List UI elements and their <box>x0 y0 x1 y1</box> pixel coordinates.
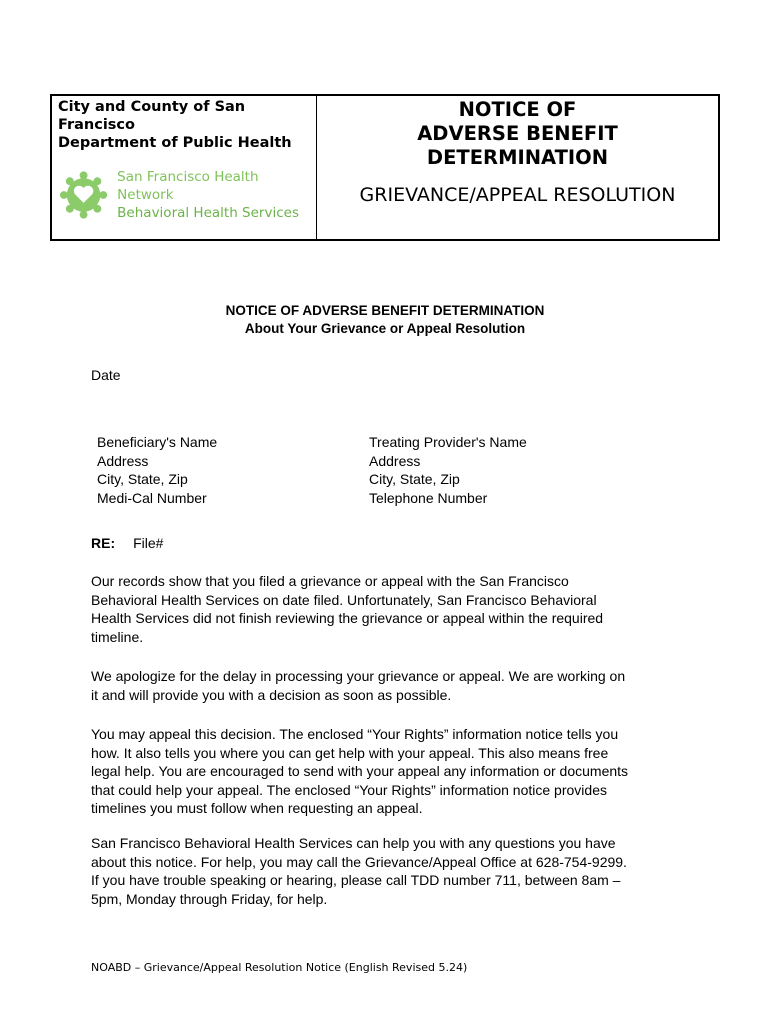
logo-line-1: San Francisco Health Network <box>117 169 259 203</box>
paragraph-line: how. It also tells you where you can get help with your appeal. This also means free <box>91 744 609 761</box>
paragraph-line: Our records show that you filed a grievance or appeal with the San Francisco <box>91 573 569 589</box>
beneficiary-address <box>97 433 217 507</box>
beneficiary-address-line: Address <box>97 452 149 469</box>
title-line-1: NOTICE OF <box>458 98 577 121</box>
paragraph-line: it and will provide you with a decision as soon as possible. <box>91 686 452 703</box>
heading-line-2: About Your Grievance or Appeal Resolution <box>244 321 526 336</box>
beneficiary-city: City, State, Zip <box>97 471 188 487</box>
provider-city: City, State, Zip <box>369 471 460 487</box>
notice-title-block <box>317 96 718 239</box>
re-line <box>91 534 163 553</box>
paragraph-line: legal help. You are encouraged to send with your appeal any information or documents <box>91 763 629 779</box>
header-box <box>50 94 720 241</box>
org-name <box>58 98 316 152</box>
heading-line-1: NOTICE OF ADVERSE BENEFIT DETERMINATION <box>225 303 545 318</box>
org-line-3: Department of Public Health <box>58 135 292 151</box>
org-line-2: Francisco <box>58 117 135 133</box>
title-line-2: ADVERSE BENEFIT <box>417 122 618 145</box>
paragraph-appeal-rights <box>91 725 691 818</box>
provider-name: Treating Provider's Name <box>369 434 527 450</box>
paragraph-line: If you have trouble speaking or hearing, please call TDD number 711, between 8am – <box>91 872 621 888</box>
sfhn-logo <box>58 168 316 222</box>
paragraph-line: We apologize for the delay in processing your grievance or appeal. We are working on <box>91 668 626 684</box>
paragraph-line: Health Services did not finish reviewing the grievance or appeal within the required <box>91 610 604 626</box>
paragraph-line: timelines you must follow when requesting an appeal. <box>91 800 423 816</box>
logo-line-2: Behavioral Health Services <box>117 205 299 221</box>
provider-address-line: Address <box>369 452 421 469</box>
paragraph-line: Behavioral Health Services on date filed. Unfortunately, San Francisco Behavioral <box>91 591 597 608</box>
beneficiary-medical-number: Medi-Cal Number <box>97 489 207 506</box>
paragraph-line: You may appeal this decision. The enclosed “Your Rights” information notice tells you <box>91 726 619 742</box>
page-footer: NOABD – Grievance/Appeal Resolution Notice (English Revised 5.24) <box>91 961 468 974</box>
paragraph-line: 5pm, Monday through Friday, for help. <box>91 890 328 907</box>
notice-title <box>317 98 718 170</box>
org-line-1: City and County of San <box>58 99 246 115</box>
paragraph-line: that could help your appeal. The enclosed “Your Rights” information notice provides <box>91 781 607 798</box>
provider-address <box>369 433 527 507</box>
paragraph-line: San Francisco Behavioral Health Services can help you with any questions you have <box>91 835 616 851</box>
logo-text <box>117 168 316 222</box>
paragraph-line: about this notice. For help, you may call the Grievance/Appeal Office at 628-754-9299. <box>91 853 627 870</box>
document-heading <box>0 302 770 338</box>
provider-telephone: Telephone Number <box>369 489 488 506</box>
re-label: RE: <box>91 535 116 551</box>
notice-subtitle: GRIEVANCE/APPEAL RESOLUTION <box>359 184 676 206</box>
title-line-3: DETERMINATION <box>426 146 609 169</box>
paragraph-help-contact <box>91 834 691 908</box>
paragraph-apology <box>91 667 691 704</box>
beneficiary-name: Beneficiary's Name <box>97 434 218 450</box>
paragraph-line: timeline. <box>91 628 144 645</box>
heart-logo-icon <box>58 169 109 221</box>
file-number: File# <box>133 535 164 551</box>
org-block <box>52 96 317 239</box>
date-label: Date <box>91 367 121 383</box>
paragraph-records <box>91 572 691 646</box>
